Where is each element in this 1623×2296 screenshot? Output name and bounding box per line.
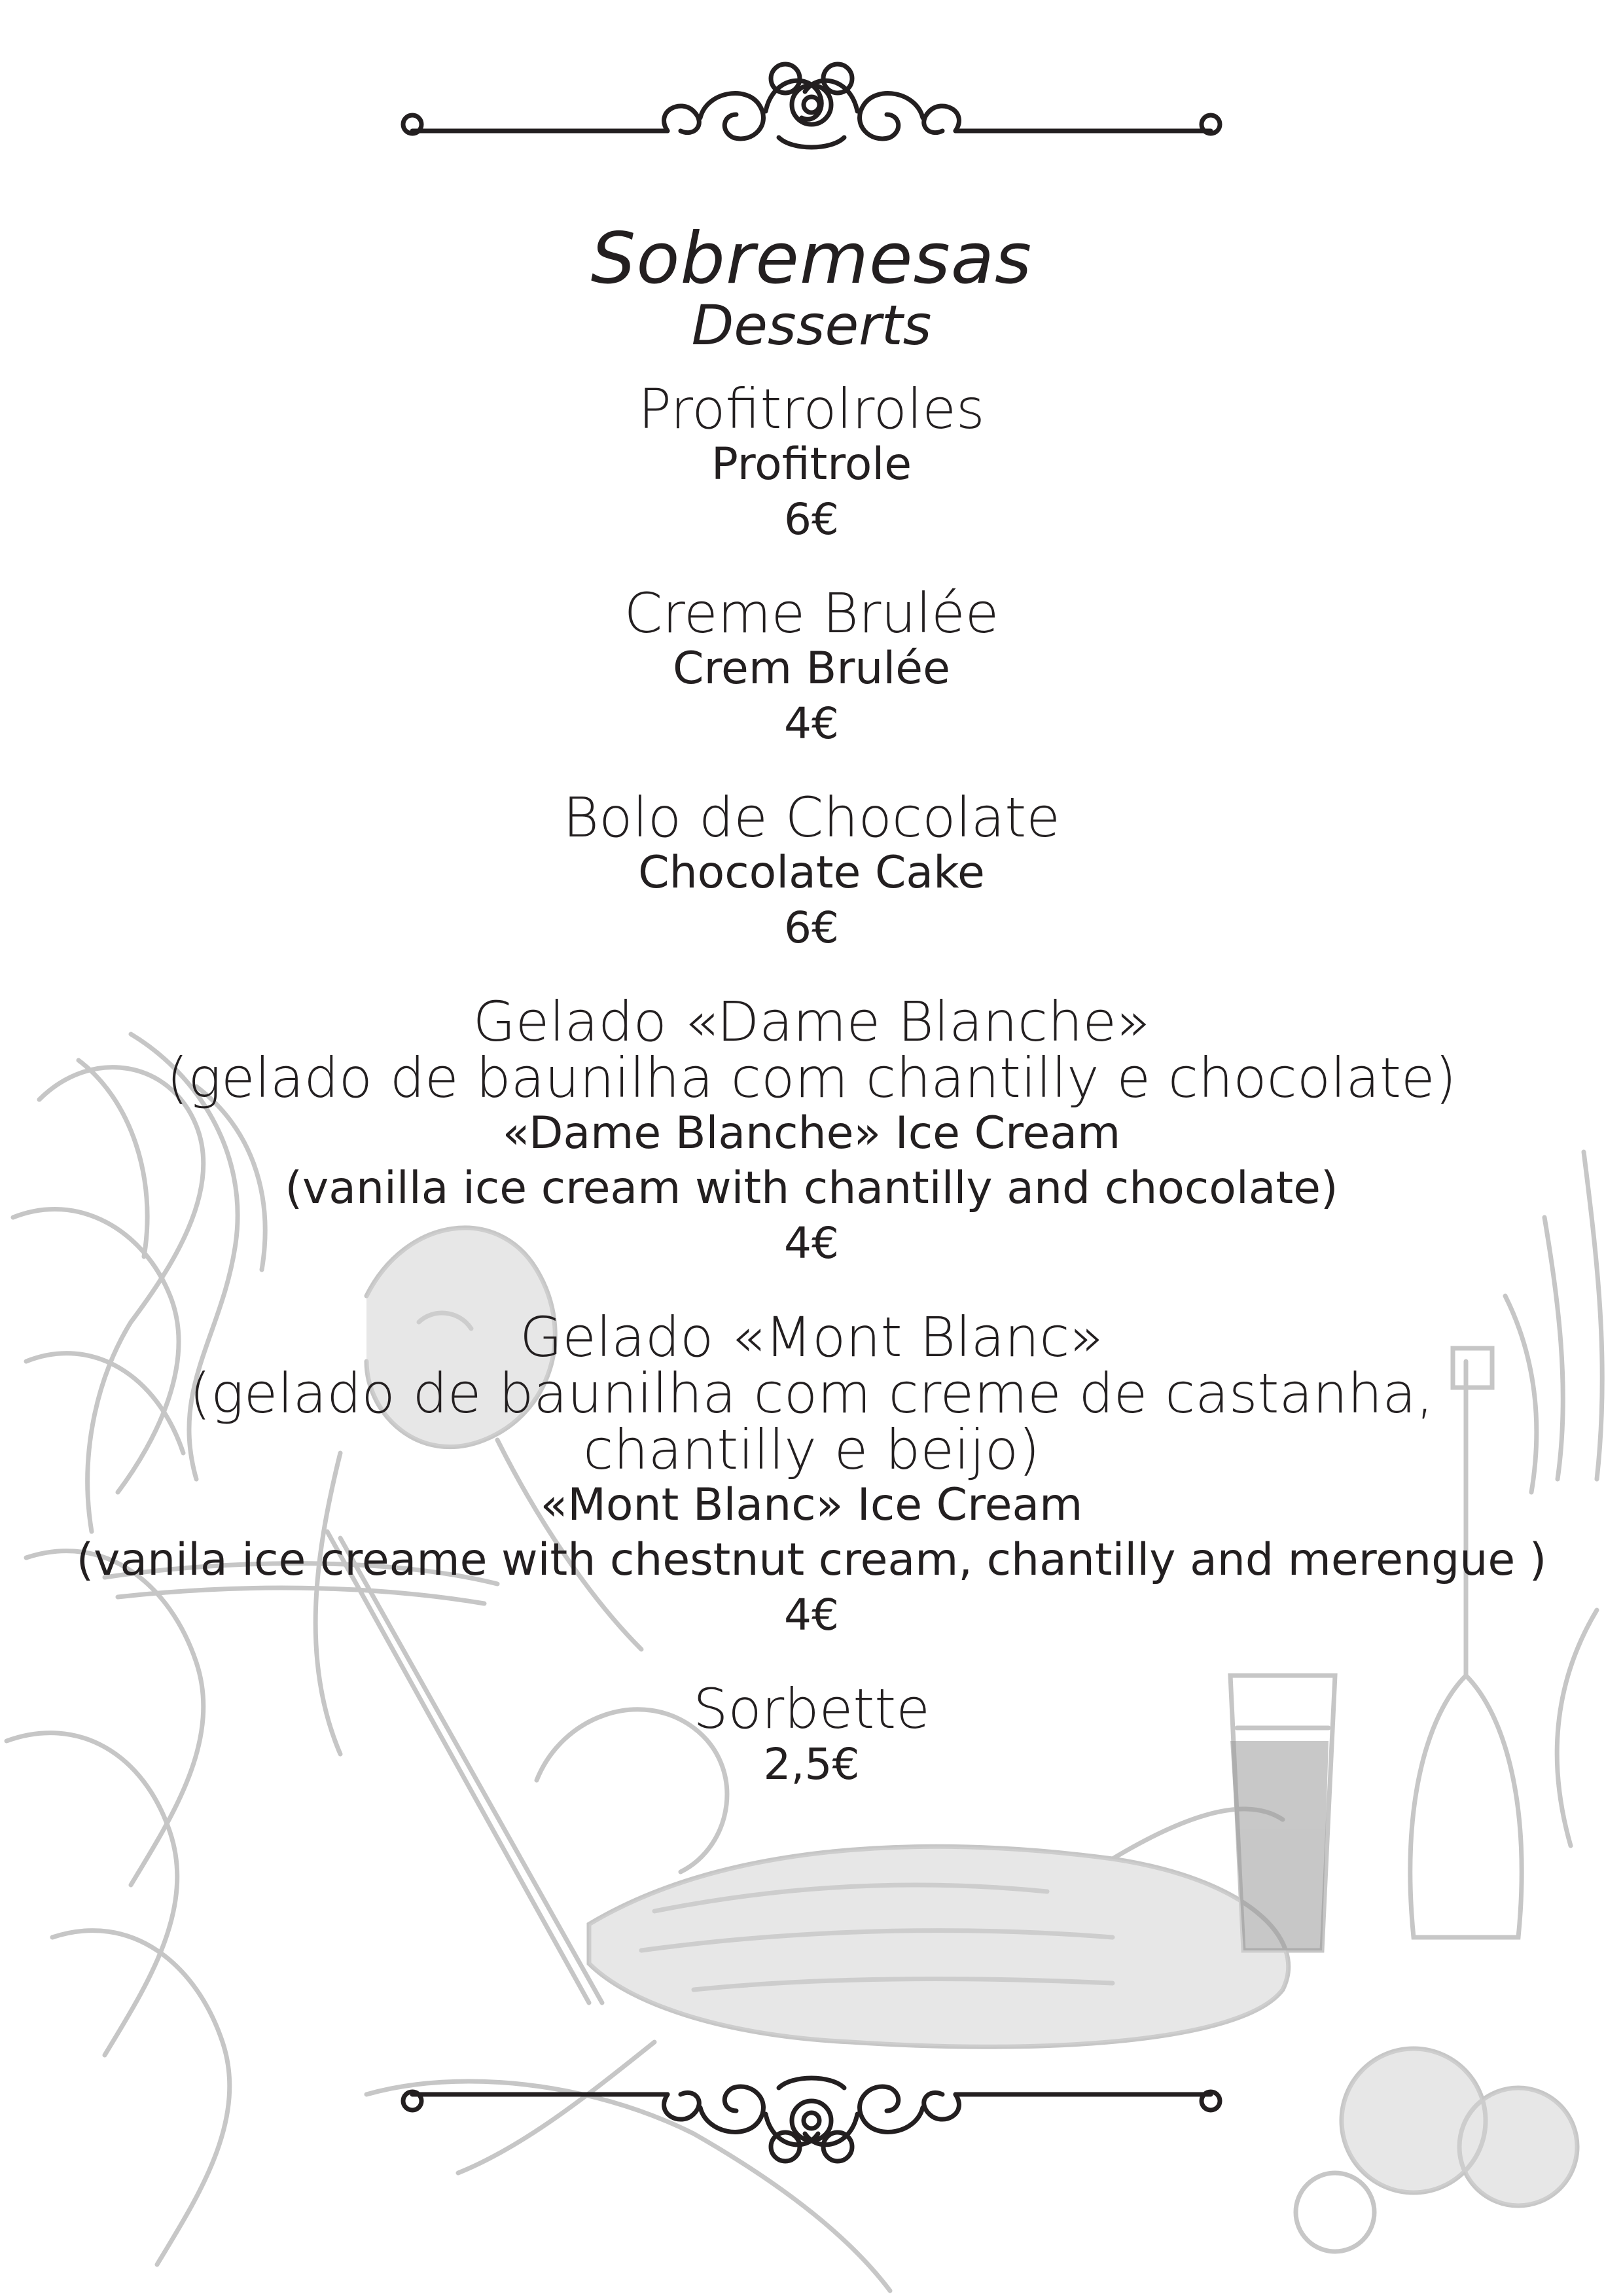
menu-item bbox=[0, 990, 1623, 1271]
item-price: 6€ bbox=[784, 494, 839, 545]
item-name-pt: Profitrolroles bbox=[638, 377, 985, 441]
menu-item bbox=[0, 1677, 1623, 1792]
menu-item bbox=[0, 785, 1623, 956]
item-name-en: Crem Brulée bbox=[673, 643, 950, 694]
item-price: 4€ bbox=[784, 698, 839, 749]
item-name-en: «Mont Blanc» Ice Cream (vanila ice creame with chestnut cream, chantilly and merengue ) bbox=[76, 1479, 1547, 1586]
dessert-menu bbox=[0, 218, 1623, 1830]
item-name-pt: Creme Brulée bbox=[624, 581, 999, 645]
item-price: 2,5€ bbox=[763, 1739, 860, 1789]
item-name-pt: Gelado «Dame Blanche» (gelado de baunilha com chantilly e chocolate) bbox=[166, 990, 1457, 1110]
item-name-pt: Sorbette bbox=[693, 1677, 930, 1741]
menu-title: Sobremesas bbox=[590, 218, 1033, 300]
menu-subtitle: Desserts bbox=[691, 293, 932, 357]
item-price: 4€ bbox=[784, 1218, 839, 1268]
item-price: 4€ bbox=[784, 1590, 839, 1640]
flourish-divider-icon bbox=[393, 2062, 1230, 2186]
menu-item bbox=[0, 1305, 1623, 1643]
item-name-pt: Bolo de Chocolate bbox=[563, 785, 1060, 850]
item-price: 6€ bbox=[784, 903, 839, 953]
menu-item bbox=[0, 581, 1623, 751]
item-name-en: «Dame Blanche» Ice Cream (vanilla ice cream with chantilly and chocolate) bbox=[285, 1107, 1338, 1214]
item-name-pt: Gelado «Mont Blanc» (gelado de baunilha com creme de castanha, chantilly e beijo) bbox=[189, 1305, 1434, 1482]
menu-item bbox=[0, 377, 1623, 547]
item-name-en: Profitrole bbox=[711, 439, 912, 490]
item-name-en: Chocolate Cake bbox=[638, 847, 985, 899]
flourish-divider-icon bbox=[393, 39, 1230, 164]
